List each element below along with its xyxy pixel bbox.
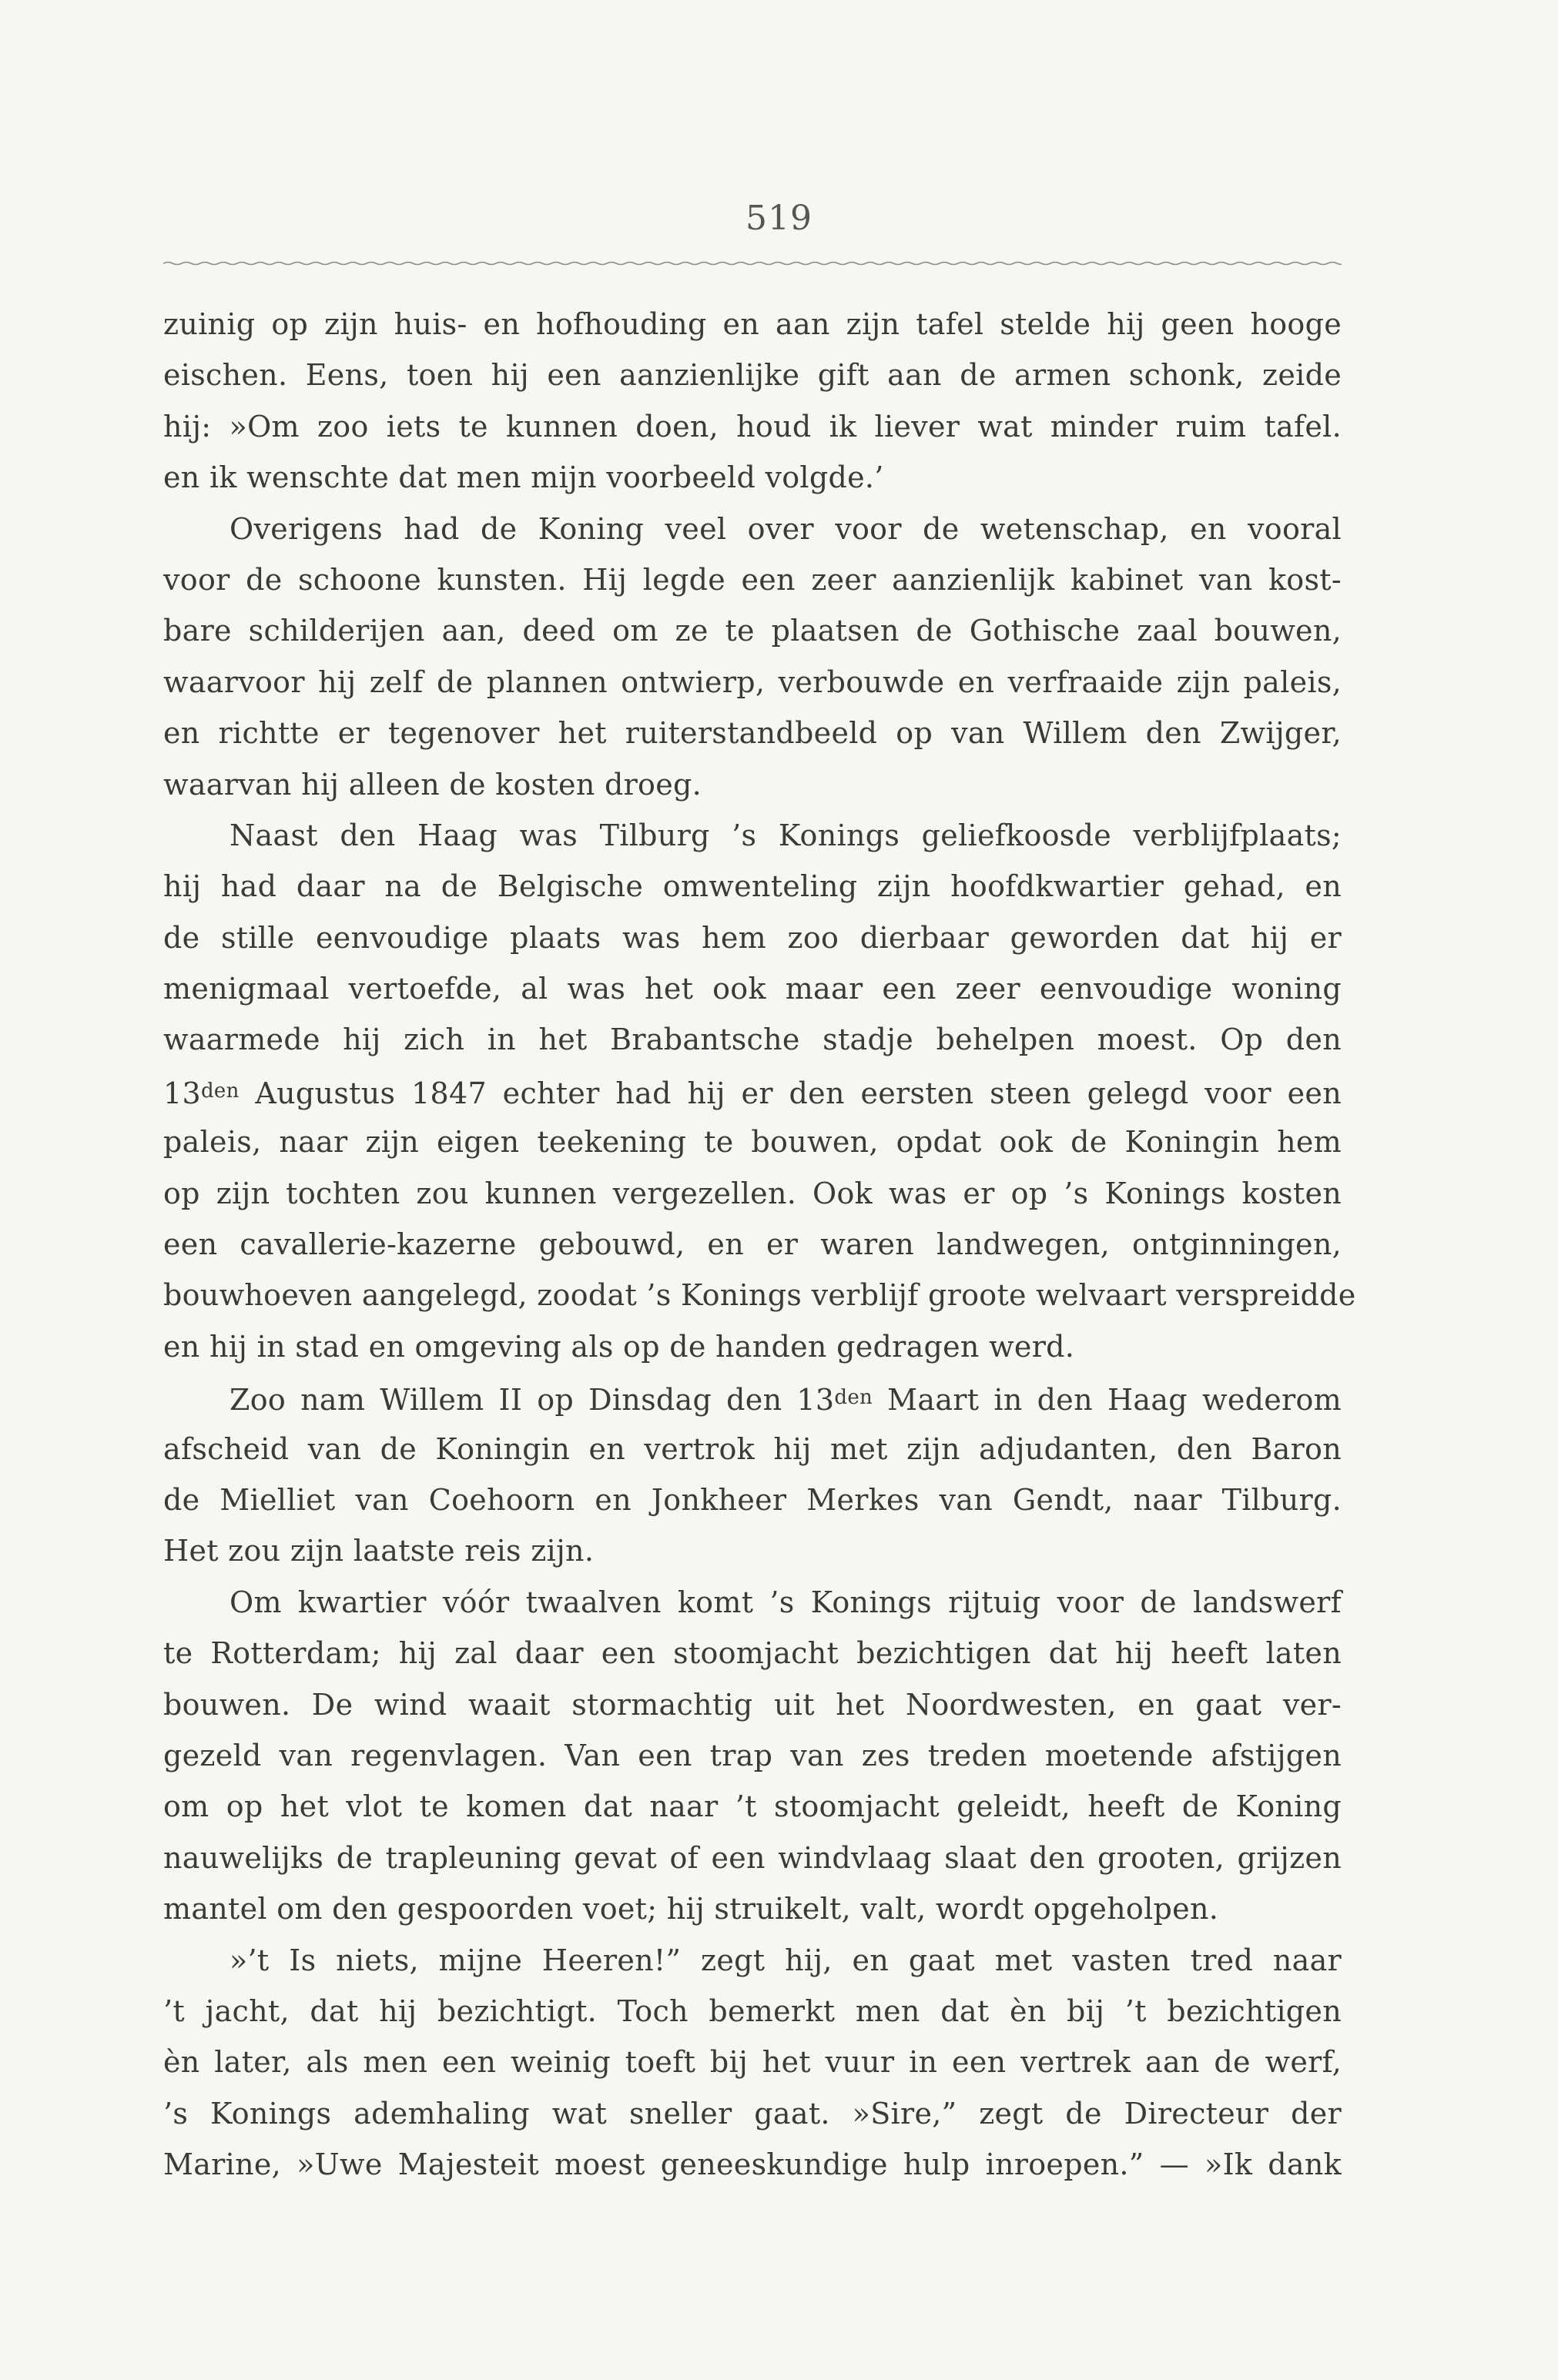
- text-line: Om kwartier vóór twaalven komt ’s Konings rijtuig voor de landswerf: [230, 1585, 1342, 1619]
- text-line: op zijn tochten zou kunnen vergezellen. Ook was er op ’s Konings kosten: [163, 1176, 1342, 1210]
- text-line: ’t jacht, dat hij bezichtigt. Toch bemerkt men dat èn bij ’t bezichtigen: [163, 1993, 1342, 2028]
- text-line: afscheid van de Koningin en vertrok hij met zijn adjudanten, den Baron: [163, 1431, 1342, 1466]
- text-line: en richtte er tegenover het ruiterstandbeeld op van Willem den Zwijger,: [163, 716, 1342, 751]
- text-line: voor de schoone kunsten. Hij legde een zeer aanzienlijk kabinet van kost-: [163, 562, 1342, 597]
- text-line: te Rotterdam; hij zal daar een stoomjacht bezichtigen dat hij heeft laten: [163, 1636, 1342, 1671]
- body-text: [163, 299, 1356, 2190]
- text-line: gezeld van regenvlagen. Van een trap van zes treden moetende afstijgen: [163, 1738, 1342, 1772]
- text-line: de Mielliet van Coehoorn en Jonkheer Merkes van Gendt, naar Tilburg.: [163, 1482, 1342, 1517]
- text-line: bare schilderijen aan, deed om ze te plaatsen de Gothische zaal bouwen,: [163, 614, 1342, 648]
- text-line: Overigens had de Koning veel over voor de wetenschap, en vooral: [230, 511, 1342, 546]
- text-line: waarmede hij zich in het Brabantsche stadje behelpen moest. Op den: [163, 1023, 1342, 1057]
- text-line: bouwen. De wind waait stormachtig uit het Noordwesten, en gaat ver-: [163, 1687, 1342, 1722]
- text-line: menigmaal vertoefde, al was het ook maar een zeer eenvoudige woning: [163, 972, 1342, 1006]
- text-line: een cavallerie-kazerne gebouwd, en er waren landwegen, ontginningen,: [163, 1227, 1342, 1262]
- text-line: mantel om den gespoorden voet; hij struikelt, valt, wordt opgeholpen.: [163, 1892, 1219, 1926]
- text-line: de stille eenvoudige plaats was hem zoo dierbaar geworden dat hij er: [163, 920, 1342, 955]
- text-line: eischen. Eens, toen hij een aanzienlijke gift aan de armen schonk, zeide: [163, 358, 1342, 393]
- text-line: Marine, »Uwe Majesteit moest geneeskundige hulp inroepen.” — »Ik dank: [163, 2147, 1342, 2182]
- text-line: nauwelijks de trapleuning gevat of een windvlaag slaat den grooten, grijzen: [163, 1840, 1342, 1875]
- page-number: 519: [745, 199, 813, 238]
- text-line: zuinig op zijn huis- en hofhouding en aan zijn tafel stelde hij geen hooge: [163, 307, 1342, 341]
- text-line: paleis, naar zijn eigen teekening te bouwen, opdat ook de Koningin hem: [163, 1125, 1342, 1160]
- text-line: en hij in stad en omgeving als op de handen gedragen werd.: [163, 1329, 1075, 1364]
- text-line: bouwhoeven aangelegd, zoodat ’s Konings verblijf groote welvaart verspreidde: [163, 1278, 1356, 1313]
- text-line: om op het vlot te komen dat naar ’t stoomjacht geleidt, heeft de Koning: [163, 1789, 1342, 1824]
- decorative-wavy-rule: [163, 259, 1342, 268]
- text-line: Het zou zijn laatste reis zijn.: [163, 1534, 595, 1568]
- text-line: ’s Konings ademhaling wat sneller gaat. »Sire,” zegt de Directeur der: [163, 2096, 1342, 2131]
- text-line: waarvoor hij zelf de plannen ontwierp, verbouwde en verfraaide zijn paleis,: [163, 664, 1342, 699]
- text-line: èn later, als men een weinig toeft bij het vuur in een vertrek aan de werf,: [163, 2045, 1342, 2080]
- text-line: waarvan hij alleen de kosten droeg.: [163, 767, 702, 802]
- text-line: hij: »Om zoo iets te kunnen doen, houd ik liever wat minder ruim tafel.: [163, 409, 1342, 444]
- text-line: Naast den Haag was Tilburg ’s Konings geliefkoosde verblijfplaats;: [230, 818, 1342, 852]
- text-line: en ik wenschte dat men mijn voorbeeld volgde.’: [163, 460, 884, 495]
- text-line: »’t Is niets, mijne Heeren!” zegt hij, en gaat met vasten tred naar: [230, 1943, 1342, 1977]
- text-line: Zoo nam Willem II op Dinsdag den $13^{den}$ Maart in den Haag wederom: [230, 1383, 1342, 1418]
- text-line: $13^{den}$ Augustus 1847 echter had hij er den eersten steen gelegd voor een: [163, 1076, 1342, 1110]
- text-line: hij had daar na de Belgische omwenteling zijn hoofdkwartier gehad, en: [163, 869, 1342, 904]
